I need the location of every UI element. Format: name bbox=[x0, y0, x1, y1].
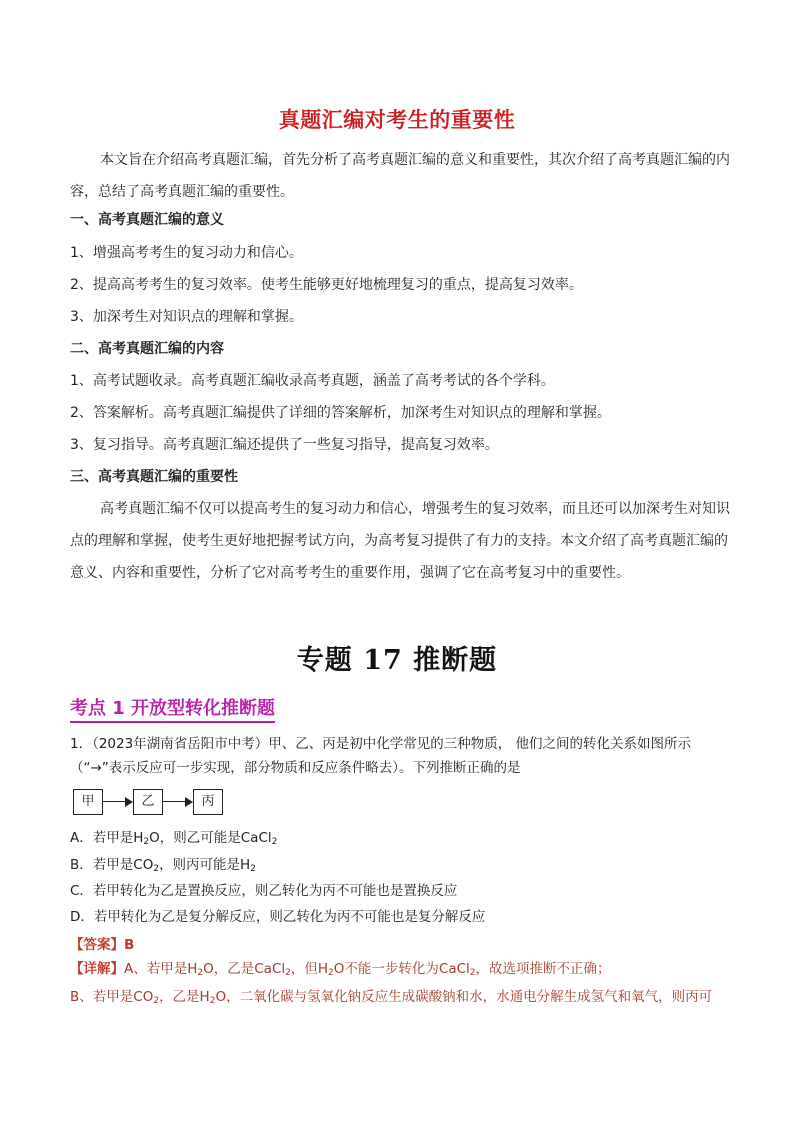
section-2-item: 2、答案解析。高考真题汇编提供了详细的答案解析，加深考生对知识点的理解和掌握。 bbox=[70, 405, 611, 421]
arrow-right-icon bbox=[185, 797, 193, 807]
question-stem-line-2: （“→”表示反应可一步实现，部分物质和反应条件略去）。下列推断正确的是 bbox=[70, 760, 521, 776]
option-c: C．若甲转化为乙是置换反应，则乙转化为丙不可能也是置换反应 bbox=[70, 883, 458, 899]
section-1-item: 2、提高高考考生的复习效率。使考生能够更好地梳理复习的重点，提高复习效率。 bbox=[70, 277, 583, 293]
arrow-line bbox=[162, 801, 187, 802]
arrow-line bbox=[102, 801, 127, 802]
option-d: D．若甲转化为乙是复分解反应，则乙转化为丙不可能也是复分解反应 bbox=[70, 909, 486, 925]
arrow-right-icon bbox=[125, 797, 133, 807]
detail-line-a: 【详解】A、若甲是$H_2O$，乙是CaCl$_2$，但$H_2O$不能一步转化为CaCl$_2$，故选项推断不正确； bbox=[70, 961, 611, 978]
kaodian-heading: 考点 1 开放型转化推断题 bbox=[70, 694, 275, 723]
document-title: 真题汇编对考生的重要性 bbox=[278, 108, 516, 132]
option-b: B．若甲是$CO_2$，则丙可能是$H_2$ bbox=[70, 857, 256, 874]
section-2-item: 1、高考试题收录。高考真题汇编收录高考真题，涵盖了高考考试的各个学科。 bbox=[70, 373, 555, 389]
option-a: A．若甲是$H_2O$，则乙可能是CaCl$_2$ bbox=[70, 830, 278, 847]
substance-bing-box: 丙 bbox=[193, 789, 223, 815]
section-3-paragraph: 高考真题汇编不仅可以提高考生的复习动力和信心，增强考生的复习效率，而且还可以加深考生对知识点的理解和掌握，使考生更好地把握考试方向，为高考复习提供了有力的支持。本文介绍了高考真题汇编的意义、内容和重要性，分析了它对高考考生的重要作用，强调了它在高考复习中的重要性。 bbox=[70, 501, 730, 581]
section-2-item: 3、复习指导。高考真题汇编还提供了一些复习指导，提高复习效率。 bbox=[70, 437, 499, 453]
detail-line-b: B、若甲是$CO_2$，乙是$H_2O$，二氧化碳与氢氧化钠反应生成碳酸钠和水，水通电分解生成氢气和氧气，则丙可 bbox=[70, 989, 713, 1006]
section-3-heading: 三、高考真题汇编的重要性 bbox=[70, 469, 238, 485]
section-1-item: 1、增强高考考生的复习动力和信心。 bbox=[70, 245, 303, 261]
topic-title: 专题 17 推断题 bbox=[296, 645, 498, 676]
section-1-heading: 一、高考真题汇编的意义 bbox=[70, 212, 224, 228]
intro-paragraph: 本文旨在介绍高考真题汇编，首先分析了高考真题汇编的意义和重要性，其次介绍了高考真题汇编的内容，总结了高考真题汇编的重要性。 bbox=[70, 152, 730, 200]
substance-jia-box: 甲 bbox=[73, 789, 103, 815]
substance-yi-box: 乙 bbox=[133, 789, 163, 815]
question-stem-line-1: 1．（2023年湖南省岳阳市中考）甲、乙、丙是初中化学常见的三种物质， 他们之间的转化关系如图所示 bbox=[70, 736, 691, 752]
section-2-heading: 二、高考真题汇编的内容 bbox=[70, 341, 224, 357]
section-1-item: 3、加深考生对知识点的理解和掌握。 bbox=[70, 309, 303, 325]
answer-label: 【答案】B bbox=[70, 937, 135, 953]
